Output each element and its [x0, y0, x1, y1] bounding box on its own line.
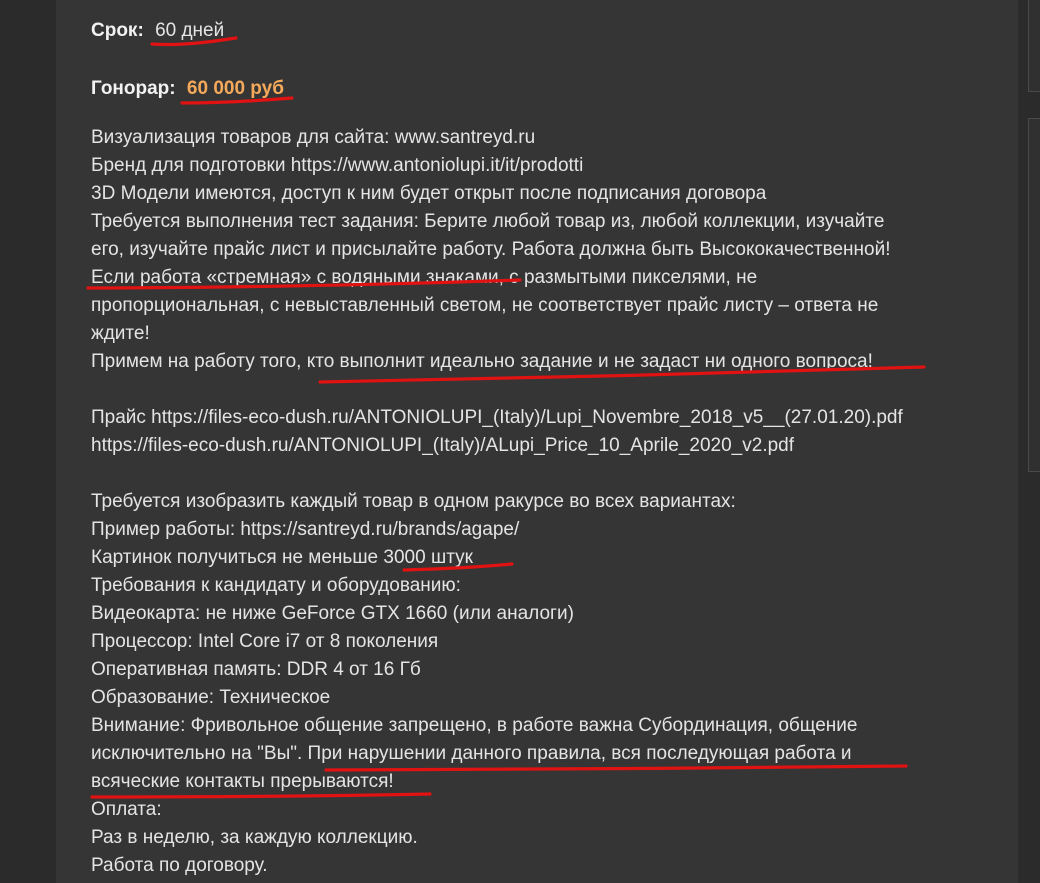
description-line: Примем на работу того, кто выполнит идеально задание и не задаст ни одного вопроса! — [91, 351, 873, 372]
description-line: Требуется изобразить каждый товар в одном ракурсе во всех вариантах: — [91, 491, 736, 512]
description-line: его, изучайте прайс лист и присылайте работу. Работа должна быть Высококачественной! — [91, 239, 891, 260]
description-line: Образование: Техническое — [91, 687, 331, 708]
description-line: Видеокарта: не ниже GeForce GTX 1660 (или аналоги) — [91, 603, 574, 624]
description-line: Процессор: Intel Core i7 от 8 поколения — [91, 631, 439, 652]
description-line: пропорциональная, с невыставленный светом, не соответствует прайс листу – ответа не — [91, 295, 879, 316]
deadline-label: Срок: — [91, 20, 144, 41]
description-line: Оперативная память: DDR 4 от 16 Гб — [91, 659, 421, 680]
job-description — [91, 124, 991, 880]
fee-label: Гонорар: — [91, 78, 176, 99]
description-line: Оплата: — [91, 799, 162, 820]
description-line: Картинок получиться не меньше 3000 штук — [91, 547, 473, 568]
description-line: Бренд для подготовки https://www.antoniolupi.it/it/prodotti — [91, 155, 584, 176]
description-line: Раз в неделю, за каждую коллекцию. — [91, 827, 418, 848]
deadline-field — [91, 20, 224, 42]
description-line: Пример работы: https://santreyd.ru/brands/agape/ — [91, 519, 520, 540]
fee-value: 60 000 руб — [186, 78, 284, 99]
description-line: Работа по договору. — [91, 855, 268, 876]
description-line: всяческие контакты прерываются! — [91, 771, 394, 792]
description-line: Требуется выполнения тест задания: Берите любой товар из, любой коллекции, изучайте — [91, 211, 885, 232]
description-line: ждите! — [91, 323, 150, 344]
description-line: https://files-eco-dush.ru/ANTONIOLUPI_(Italy)/ALupi_Price_10_Aprile_2020_v2.pdf — [91, 435, 795, 456]
description-line: Визуализация товаров для сайта: www.santreyd.ru — [91, 127, 536, 148]
description-line: Внимание: Фривольное общение запрещено, в работе важна Субординация, общение — [91, 715, 858, 736]
description-line: исключительно на "Вы". При нарушении данного правила, вся последующая работа и — [91, 743, 852, 764]
paragraph-gap — [91, 460, 991, 488]
paragraph-gap — [91, 376, 991, 404]
sidebar-card — [1028, 118, 1040, 472]
deadline-value: 60 дней — [155, 20, 225, 41]
sidebar-card — [1028, 0, 1040, 92]
fee-field — [91, 78, 284, 100]
description-line: Требования к кандидату и оборудованию: — [91, 575, 461, 596]
description-line: 3D Модели имеются, доступ к ним будет открыт после подписания договора — [91, 183, 767, 204]
description-line: Если работа «стремная» с водяными знаками, с размытыми пикселями, не — [91, 267, 758, 288]
description-line: Прайс https://files-eco-dush.ru/ANTONIOLUPI_(Italy)/Lupi_Novembre_2018_v5__(27.01.20).pdf — [91, 407, 903, 428]
